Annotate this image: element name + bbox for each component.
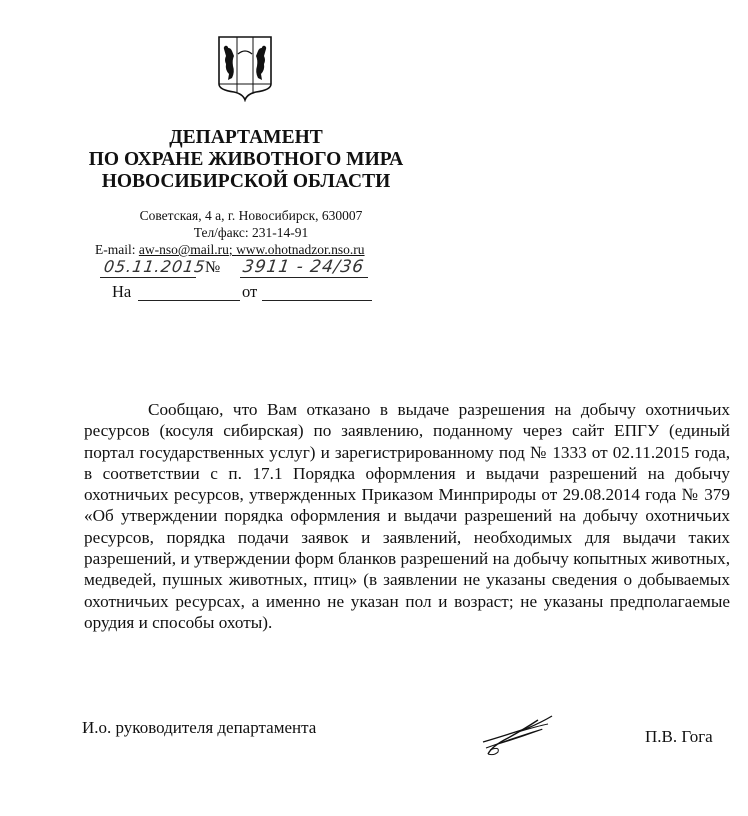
email-label: E-mail: [95, 242, 139, 257]
reference-line [112, 282, 412, 304]
phone-fax: Тел/факс: 231-14-91 [193, 225, 309, 240]
handwritten-signature-icon [478, 706, 558, 758]
date-underline [100, 277, 196, 278]
reference-ot-label: от [242, 282, 258, 301]
website-link[interactable]: www.ohotnadzor.nso.ru [236, 242, 365, 257]
reference-na-label: На [112, 282, 132, 301]
contacts-separator: ; [228, 242, 237, 257]
registration-line [100, 257, 420, 279]
coat-of-arms-icon [216, 34, 274, 102]
number-underline [240, 277, 368, 278]
number-sign: № [205, 259, 221, 276]
reference-date-blank [262, 300, 372, 301]
email-website-line [95, 241, 365, 258]
postal-address: Советская, 4 а, г. Новосибирск, 630007 [139, 208, 363, 223]
signatory-role: И.о. руководителя департамента [82, 718, 317, 737]
registration-number: 3911 - 24/36 [241, 257, 366, 277]
letter-body-paragraph: Сообщаю, что Вам отказано в выдаче разрешения на добычу охотничьих ресурсов (косуля сибирская) по заявлению, поданному через сайт ЕПГУ (единый портал государственных услуг) и зарегистрированному под № 1333 от 02.11.2015 года, в соответствии с п. 17.1 Порядка оформления и выдачи разрешений на добычу охотничьих ресурсов, утвержденных Приказом Минприроды от 29.08.2014 года № 379 «Об утверждении порядка оформления и выдачи разрешений на добычу охотничьих ресурсов, порядка подачи заявок и заявлений, необходимых для выдачи таких разрешений, и утверждении форм бланков разрешений на добычу копытных животных, медведей, пушных животных, птиц» (в заявлении не указаны сведения о добываемых охотничьих ресурсах, а именно не указан пол и возраст; не указаны предполагаемые орудия и способы охоты). [84, 400, 730, 632]
department-title-line-2: ПО ОХРАНЕ ЖИВОТНОГО МИРА [88, 149, 404, 170]
registration-date: 05.11.2015 [102, 257, 207, 276]
department-title-line-3: НОВОСИБИРСКОЙ ОБЛАСТИ [101, 171, 391, 192]
email-link[interactable]: aw-nso@mail.ru [138, 242, 229, 257]
signatory-name: П.В. Гога [645, 727, 713, 746]
reference-number-blank [138, 300, 240, 301]
department-title-line-1: ДЕПАРТАМЕНТ [169, 127, 323, 148]
